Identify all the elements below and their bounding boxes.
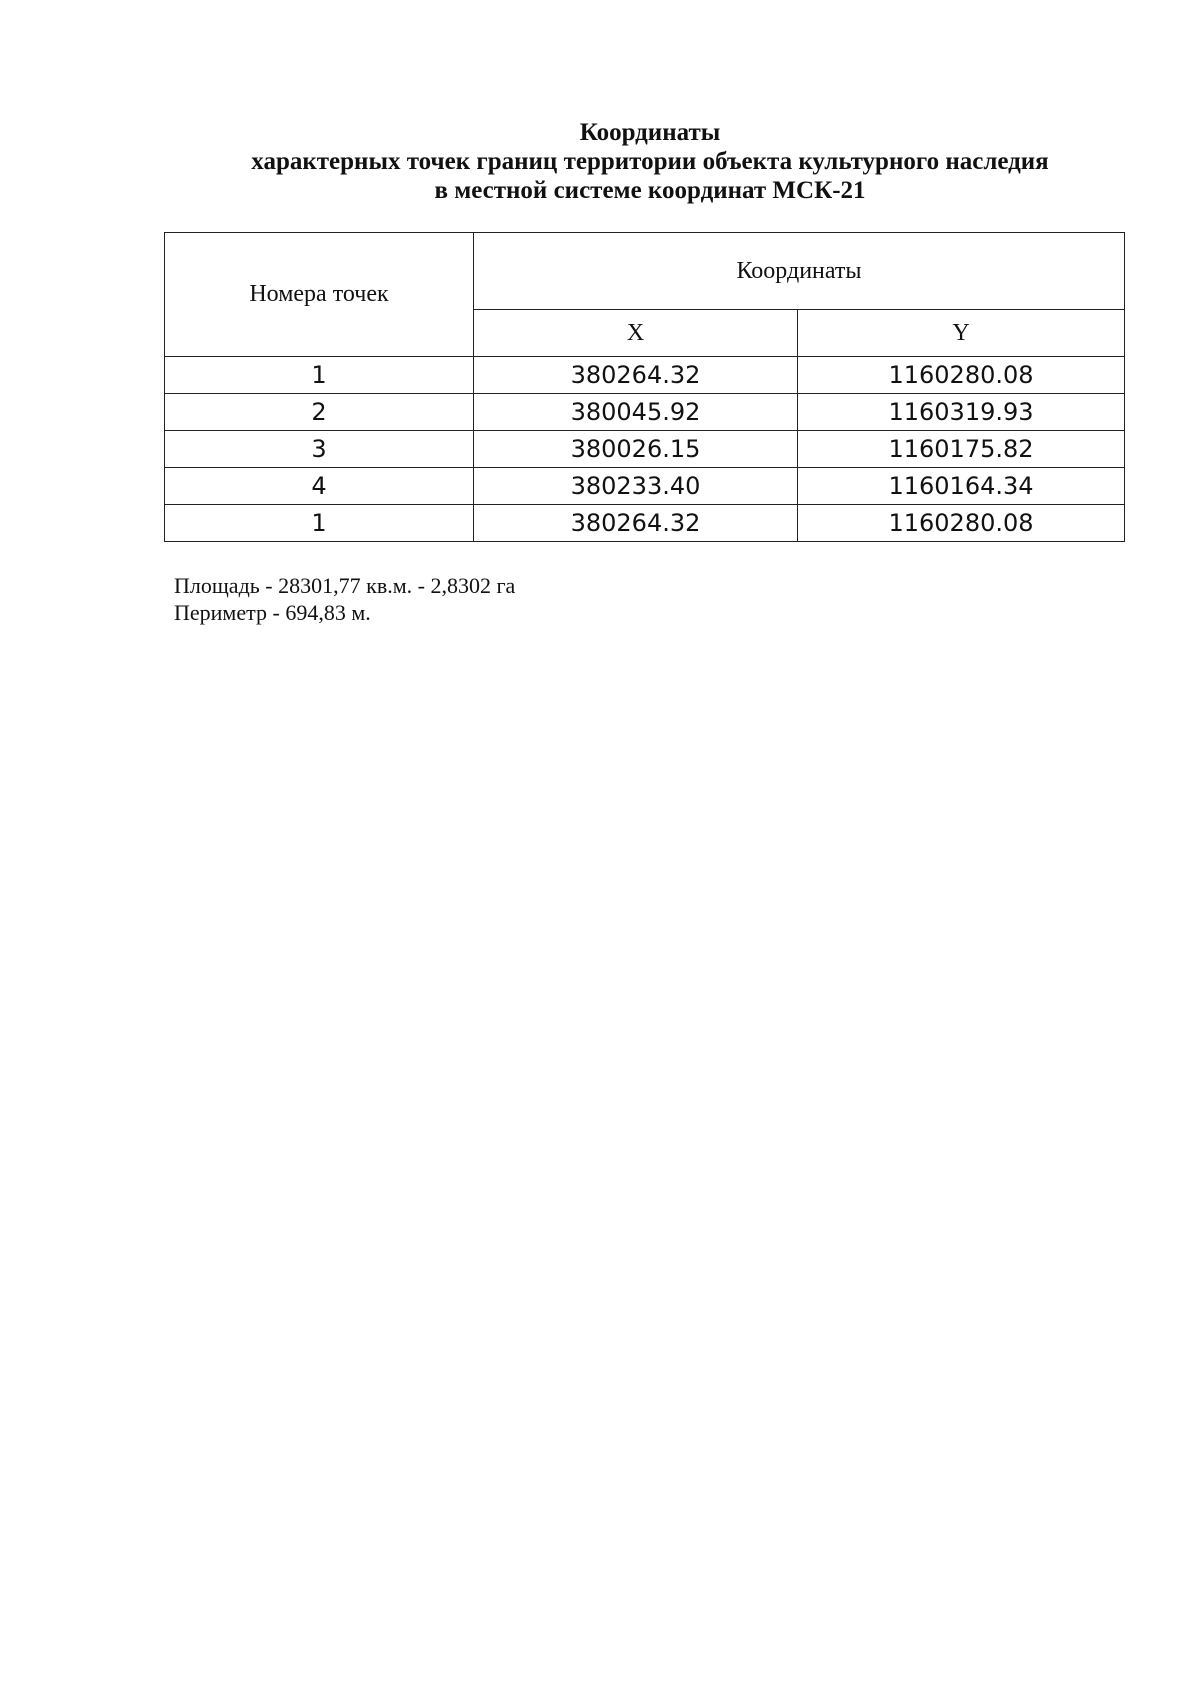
cell-x: 380233.40 <box>474 468 798 505</box>
cell-y: 1160175.82 <box>798 431 1125 468</box>
cell-point: 1 <box>165 505 474 542</box>
cell-x: 380045.92 <box>474 394 798 431</box>
cell-y: 1160280.08 <box>798 505 1125 542</box>
title-line-2: характерных точек границ территории объекта культурного наследия <box>251 148 1049 175</box>
perimeter-note: Периметр - 694,83 м. <box>174 600 371 625</box>
header-y: Y <box>798 310 1125 357</box>
summary-notes <box>174 572 515 626</box>
table-row <box>165 431 1125 468</box>
cell-x: 380264.32 <box>474 505 798 542</box>
header-point-numbers: Номера точек <box>165 233 474 357</box>
table-row <box>165 394 1125 431</box>
header-x: X <box>474 310 798 357</box>
table-row <box>165 357 1125 394</box>
cell-x: 380264.32 <box>474 357 798 394</box>
cell-point: 2 <box>165 394 474 431</box>
coordinates-table <box>164 232 1125 542</box>
cell-y: 1160164.34 <box>798 468 1125 505</box>
cell-y: 1160319.93 <box>798 394 1125 431</box>
title-line-1: Координаты <box>579 119 721 146</box>
document-title <box>0 118 1200 205</box>
title-line-3: в местной системе координат МСК-21 <box>434 177 866 204</box>
area-note: Площадь - 28301,77 кв.м. - 2,8302 га <box>174 573 516 598</box>
cell-x: 380026.15 <box>474 431 798 468</box>
header-coordinates: Координаты <box>474 233 1125 310</box>
cell-y: 1160280.08 <box>798 357 1125 394</box>
table-row <box>165 505 1125 542</box>
table-row <box>165 468 1125 505</box>
cell-point: 4 <box>165 468 474 505</box>
cell-point: 1 <box>165 357 474 394</box>
cell-point: 3 <box>165 431 474 468</box>
